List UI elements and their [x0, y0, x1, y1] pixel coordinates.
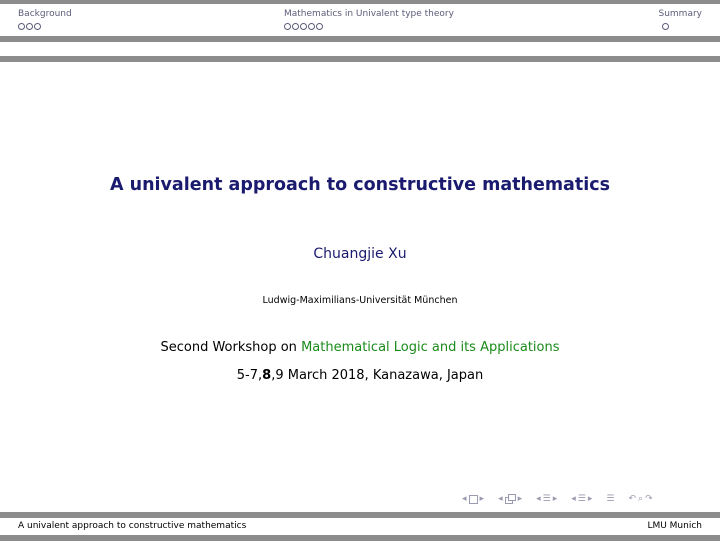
prev-section-icon[interactable]: ◂	[536, 494, 541, 504]
event-highlight: Mathematical Logic and its Applications	[301, 340, 560, 355]
toc-icon[interactable]: ☰	[606, 494, 615, 504]
prev-frame-icon[interactable]: ◂	[462, 494, 467, 504]
slide-title: A univalent approach to constructive mathematics	[109, 175, 611, 195]
back-icon[interactable]: ↶	[628, 494, 637, 504]
nav-dots-summary	[662, 23, 669, 30]
frame-icon[interactable]	[469, 495, 478, 504]
frame-dot[interactable]	[284, 23, 291, 30]
next-document-icon[interactable]: ▸	[587, 494, 593, 504]
footer-title: A univalent approach to constructive mathematics	[18, 521, 247, 531]
subsection-icon[interactable]	[505, 494, 516, 504]
nav-dots-mathematics	[284, 23, 323, 30]
document-nav	[571, 494, 592, 504]
frame-dot[interactable]	[26, 23, 33, 30]
footer-institution: LMU Munich	[647, 521, 702, 531]
frame-dot[interactable]	[18, 23, 25, 30]
frame-dot[interactable]	[308, 23, 315, 30]
author-name: Chuangjie Xu	[313, 246, 407, 262]
frame-dot[interactable]	[300, 23, 307, 30]
forward-icon[interactable]: ↷	[645, 494, 653, 504]
bottom-bar	[0, 535, 720, 541]
nav-dots-background	[18, 23, 41, 30]
top-bar	[0, 0, 720, 4]
next-subsection-icon[interactable]: ▸	[517, 494, 523, 504]
date-before: 5-7,	[236, 368, 263, 383]
event-line	[0, 340, 720, 355]
frame-nav	[462, 494, 484, 504]
prev-subsection-icon[interactable]: ◂	[498, 494, 503, 504]
next-frame-icon[interactable]: ▸	[479, 494, 485, 504]
nav-section-mathematics[interactable]: Mathematics in Univalent type theory	[284, 9, 454, 19]
institute-name: Ludwig-Maximilians-Universität München	[262, 295, 458, 306]
section-nav	[536, 494, 557, 504]
nav-section-background[interactable]: Background	[18, 9, 72, 19]
date-after: ,9 March 2018, Kanazawa, Japan	[271, 368, 484, 383]
frame-dot[interactable]	[292, 23, 299, 30]
next-section-icon[interactable]: ▸	[552, 494, 558, 504]
document-icon[interactable]: ☰	[577, 494, 586, 504]
header-divider	[0, 36, 720, 42]
date-bold: 8	[262, 368, 272, 383]
frame-dot[interactable]	[316, 23, 323, 30]
beamer-navigation	[462, 494, 653, 504]
date-line	[0, 368, 720, 383]
nav-section-summary[interactable]: Summary	[658, 9, 702, 19]
frame-dot[interactable]	[662, 23, 669, 30]
prev-document-icon[interactable]: ◂	[571, 494, 576, 504]
event-prefix: Second Workshop on	[160, 340, 302, 355]
section-icon[interactable]: ☰	[542, 494, 551, 504]
search-icon[interactable]: ⌕	[638, 494, 644, 504]
search-nav	[628, 494, 652, 504]
subsection-nav	[498, 494, 522, 504]
footer-divider	[0, 512, 720, 518]
header-divider-lower	[0, 56, 720, 62]
frame-dot[interactable]	[34, 23, 41, 30]
